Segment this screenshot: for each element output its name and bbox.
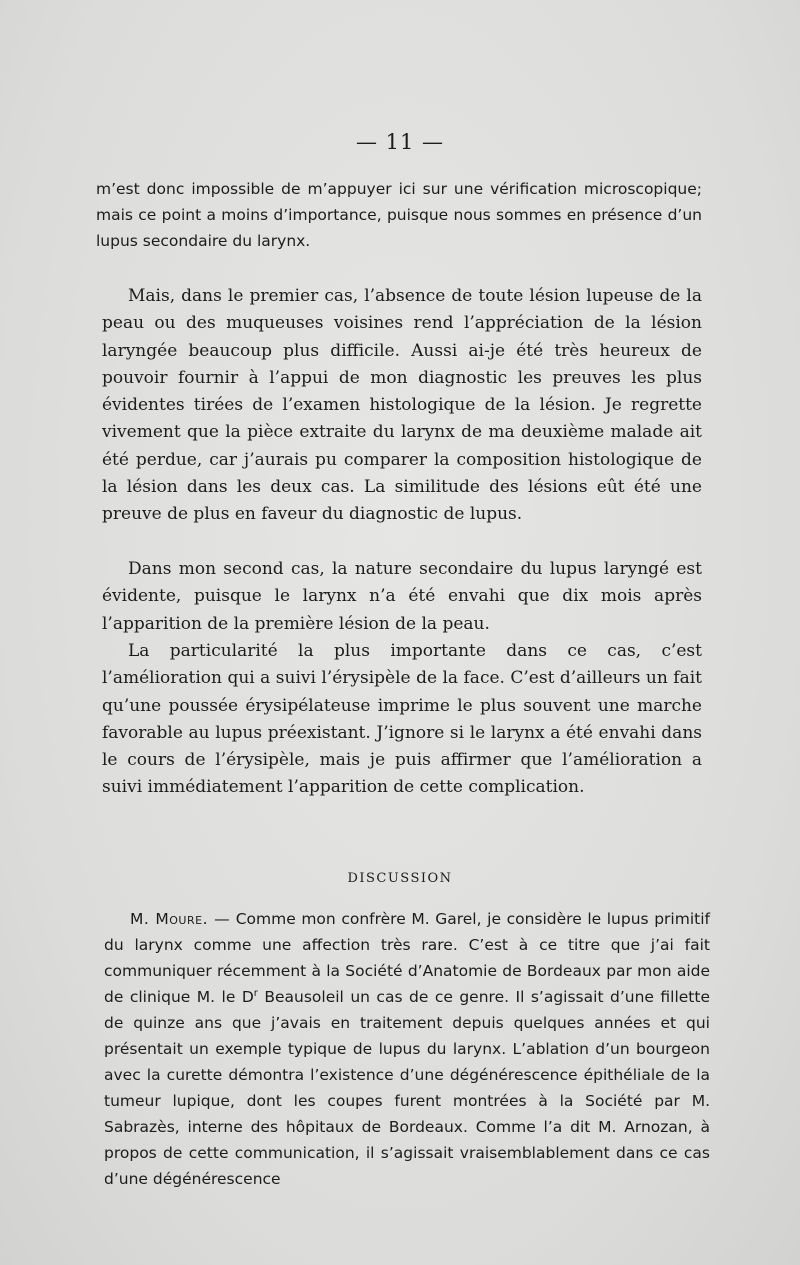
body-paragraph-3: La particularité la plus importante dans ce cas, c’est l’amélioration qui a suivi l’érysipèle de la face. C’est d’ailleurs un fait qu’une poussée érysipélateuse imprime le plus souvent une marche favorable au lupus préexistant. J’ignore si le larynx a été envahi dans le cours de l’érysipèle, mais je puis affirmer que l’amélioration a suivi immédiatement l’apparition de cette complication. (102, 641, 702, 798)
body-paragraph-1: Mais, dans le premier cas, l’absence de toute lésion lupeuse de la peau ou des muqueuses voisines rend l’appréciation de la lésion laryngée beaucoup plus difficile. Aussi ai-je été très heureux de pouvoir fournir à l’appui de mon diagnostic les preuves les plus évidentes tirées de l’examen histologique de la lésion. Je regrette vivement que la pièce extraite du larynx de ma deuxième malade ait été perdue, car j’aurais pu comparer la composition histologique de la lésion dans les deux cas. La similitude des lésions eût été une preuve de plus en faveur du diagnostic de lupus. (102, 286, 702, 525)
speaker-name: M. Moure. — (130, 910, 231, 928)
discussion-paragraph (104, 906, 710, 1192)
doctor-title-superscript: r (253, 987, 258, 999)
discussion-heading: DISCUSSION (347, 871, 453, 886)
body-paragraph-2: Dans mon second cas, la nature secondaire du lupus laryngé est évidente, puisque le larynx n’a été envahi que dix mois après l’apparition de la première lésion de la peau. (102, 559, 702, 634)
discussion-text-part-1: Comme mon confrère M. Garel, je considère le lupus primitif du larynx comme une affection très rare. C’est à ce titre que j’ai fait communiquer récemment à la Société d’Anatomie de Bordeaux par mon aide de clinique M. le D (104, 910, 710, 1006)
intro-paragraph: m’est donc impossible de m’appuyer ici sur une vérification microscopique; mais ce point a moins d’importance, puisque nous sommes en présence d’un lupus secondaire du larynx. (96, 180, 702, 250)
page-number: — 11 — (355, 130, 445, 154)
discussion-text-part-2: Beausoleil un cas de ce genre. Il s’agissait d’une fillette de quinze ans que j’avais en traitement depuis quelques années et qui présentait un exemple typique de lupus du larynx. L’ablation d’un bourgeon avec la curette démontra l’existence d’une dégénérescence épithéliale de la tumeur lupique, dont les coupes furent montrées à la Société par M. Sabrazès, interne des hôpitaux de Bordeaux. Comme l’a dit M. Arnozan, à propos de cette communication, il s’agissait vraisemblablement dans ce cas d’une dégénérescence (104, 988, 710, 1188)
